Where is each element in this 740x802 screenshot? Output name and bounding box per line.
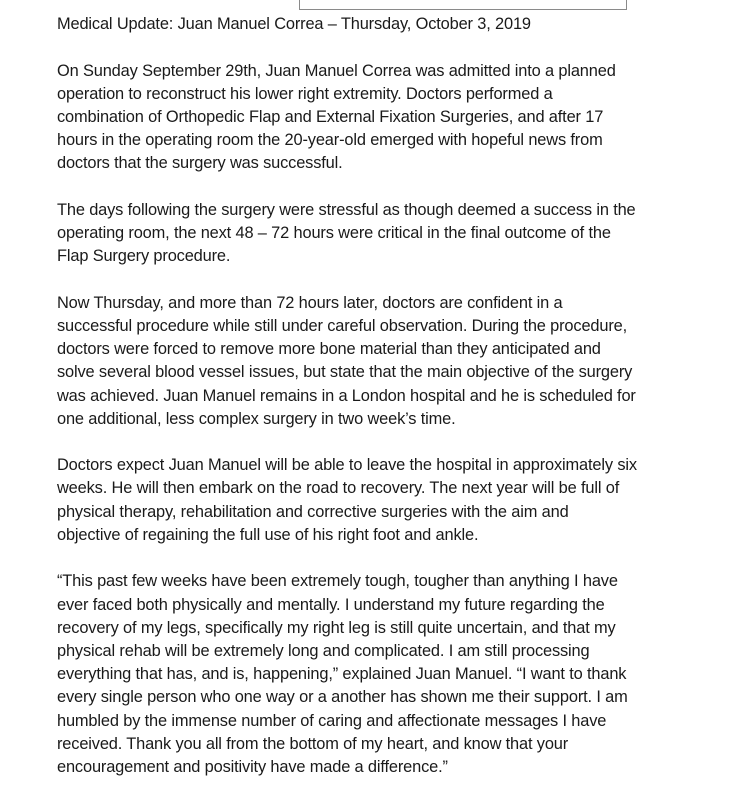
paragraph-following-days: The days following the surgery were stressful as though deemed a success in the operating room, the next 48 – 72 hours were critical in the final outcome of the Flap Surgery procedure. — [57, 200, 636, 266]
header-box — [299, 0, 627, 10]
paragraph-thursday-update: Now Thursday, and more than 72 hours later, doctors are confident in a successful procedure while still under careful observation. During the procedure, doctors were forced to remove more bone material than they anticipated and solve several blood vessel issues, but state that the main objective of the surgery was achieved. Juan Manuel remains in a London hospital and he is scheduled for one additional, less complex surgery in two week’s time. — [57, 293, 636, 428]
paragraph-admission: On Sunday September 29th, Juan Manuel Correa was admitted into a planned operation to reconstruct his lower right extremity. Doctors performed a combination of Orthopedic Flap and External Fixation Surgeries, and after 17 hours in the operating room the 20-year-old emerged with hopeful news from doctors that the surgery was successful. — [57, 61, 616, 173]
document-title: Medical Update: Juan Manuel Correa – Thursday, October 3, 2019 — [57, 15, 531, 33]
document-body — [57, 13, 697, 802]
paragraph-recovery-outlook: Doctors expect Juan Manuel will be able to leave the hospital in approximately six weeks. He will then embark on the road to recovery. The next year will be full of physical therapy, rehabilitation and corrective surgeries with the aim and objective of regaining the full use of his right foot and ankle. — [57, 456, 637, 544]
paragraph-quote: “This past few weeks have been extremely tough, tougher than anything I have ever faced both physically and mentally. I understand my future regarding the recovery of my legs, specifically my right leg is still quite uncertain, and that my physical rehab will be extremely long and complicated. I am still processing everything that has, and is, happening,” explained Juan Manuel. “I want to thank every single person who one way or a another has shown me their support. I am humbled by the immense number of caring and affectionate messages I have received. Thank you all from the bottom of my heart, and know that your encouragement and positivity have made a difference.” — [57, 572, 628, 776]
